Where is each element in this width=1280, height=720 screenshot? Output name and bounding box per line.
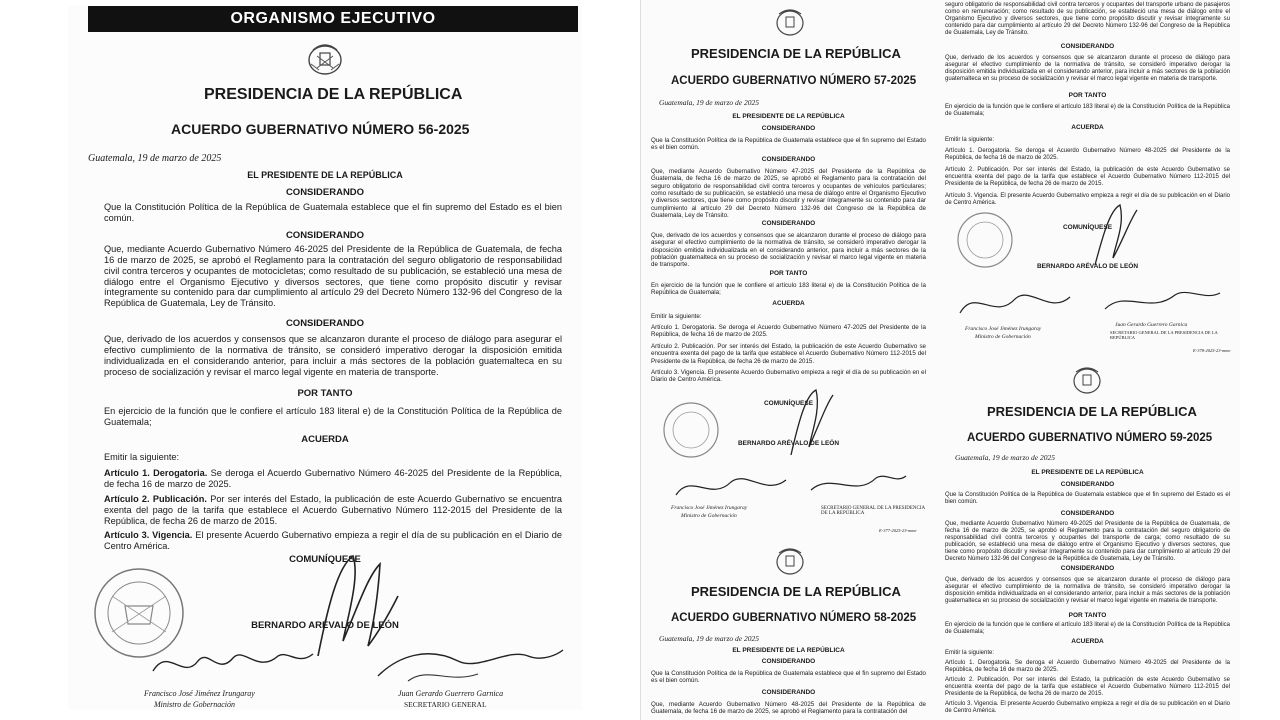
secretary-name: SECRETARIO GENERAL DE LA PRESIDENCIA DE LA REPÚBLICA (821, 506, 925, 516)
considerando-59-3: CONSIDERANDO (1060, 565, 1115, 572)
article-1-text: Se deroga el Acuerdo Gubernativo Número 46-2025 del Presidente de la República, de fecha 16 de marzo de 2025. (104, 468, 563, 489)
comuniquese: COMUNÍQUESE (1062, 224, 1113, 231)
emitir-line: Emitir la siguiente: (651, 313, 702, 320)
paragraph-59-4: En ejercicio de la función que le confiere el artículo 183 literal e) de la Constitución Política de la República de Guatemala; (945, 622, 1230, 636)
date-line: Guatemala, 19 de marzo de 2025 (88, 153, 222, 164)
acuerda: ACUERDA (772, 300, 805, 307)
reference-code: E-378-2025-23-mme (1193, 348, 1231, 353)
article-1: Artículo 1. Derogatoria. Se deroga el Acuerdo Gubernativo Número 48-2025 del Presidente de la República, de fecha 16 de marzo de 2025. (945, 148, 1230, 162)
considerando-3: CONSIDERANDO (285, 318, 365, 329)
emitir-line-59: Emitir la siguiente: (945, 650, 995, 656)
date-line: Guatemala, 19 de marzo de 2025 (659, 98, 759, 107)
paragraph-59-3: Que, derivado de los acuerdos y consensos que se alcanzaron durante el proceso de diálogo para asegurar el efectivo cumplimiento de la normativa de tránsito, se consideró imperativo derogar la disposición emitida individualizada en el considerando anterior, para incluir a más sectores de la población guatemalteca en su proceso de socialización y revisar el marco legal vigente en materia de transporte. (945, 577, 1230, 605)
paragraph-4: En ejercicio de la función que le confiere el artículo 183 literal e) de la Constitución Política de la República de Guatemala; (104, 406, 562, 427)
paragraph-3: Que, derivado de los acuerdos y consensos que se alcanzaron durante el proceso de diálogo para asegurar el efectivo cumplimiento de la normativa de tránsito, se consideró imperativo derogar la disposición emitida individualizada en el considerando anterior, para incluir a más sectores de la población guatemalteca en su proceso de socialización y revisar el marco legal vigente en materia de transporte. (651, 232, 926, 269)
reference-code: E-377-2025-23-mme (879, 528, 917, 533)
considerando-58-2: CONSIDERANDO (761, 689, 816, 696)
presidencia-heading: PRESIDENCIA DE LA REPÚBLICA (204, 86, 463, 103)
president-name: BERNARDO ARÉVALO DE LEÓN (1036, 263, 1139, 270)
article-3: Artículo 3. Vigencia. El presente Acuerdo Gubernativo empieza a regir el día de su publicación en el Diario de Centro América. (651, 369, 926, 384)
secretary-signature-icon (368, 636, 568, 691)
considerando-59-1: CONSIDERANDO (1060, 481, 1115, 488)
document-page-56 (68, 6, 582, 710)
comuniquese: COMUNÍQUESE (289, 554, 361, 565)
minister-title: Ministro de Gobernación (681, 513, 737, 519)
presidencia-heading-58: PRESIDENCIA DE LA REPÚBLICA (691, 584, 901, 599)
article-3-label: Artículo 3. Vigencia. (104, 530, 193, 540)
minister-title: Ministro de Gobernación (975, 334, 1031, 340)
secretary-name: Juan Gerardo Guerrero Garnica (1115, 322, 1188, 328)
considerando-1: CONSIDERANDO (285, 187, 365, 198)
paragraph-4: En ejercicio de la función que le confiere el artículo 183 literal e) de la Constitución Política de la República de Guatemala; (651, 282, 926, 297)
minister-name: Francisco José Jiménez Irungaray (671, 505, 748, 511)
acuerdo-title: ACUERDO GUBERNATIVO NÚMERO 56-2025 (171, 121, 470, 137)
article-2: Artículo 2. Publicación. Por ser interés del Estado, la publicación de este Acuerdo Gubernativo se encuentra exenta del pago de la tarifa que establece el Acuerdo Gubernativo Número 112-2015 del Presidente de la República, de fecha 26 de marzo de 2015. (651, 343, 926, 365)
el-presidente-58: EL PRESIDENTE DE LA REPÚBLICA (732, 647, 845, 654)
article-3-text: El presente Acuerdo Gubernativo empieza a regir el día de su publicación en el Diario de Centro América. (104, 530, 562, 551)
considerando-1: CONSIDERANDO (761, 125, 816, 132)
article-59-3: Artículo 3. Vigencia. El presente Acuerdo Gubernativo empieza a regir el día de su publicación en el Diario de Centro América. (945, 701, 1230, 715)
minister-title: Ministro de Gobernación (154, 700, 236, 709)
acuerdo-59-title: ACUERDO GUBERNATIVO NÚMERO 59-2025 (967, 432, 1213, 444)
coat-of-arms-icon (773, 6, 807, 38)
presidencia-heading-59: PRESIDENCIA DE LA REPÚBLICA (987, 404, 1197, 419)
paragraph-4: En ejercicio de la función que le confiere el artículo 183 literal e) de la Constitución Política de la República de Guatemala; (945, 104, 1230, 118)
paragraph-58-1: Que la Constitución Política de la República de Guatemala establece que el fin supremo del Estado es el bien común. (651, 670, 926, 685)
article-2-label: Artículo 2. Publicación. (104, 494, 207, 504)
el-presidente: EL PRESIDENTE DE LA REPÚBLICA (732, 113, 845, 120)
article-3: Artículo 3. Vigencia. El presente Acuerdo Gubernativo empieza a regir el día de su publicación en el Diario de Centro América. (945, 193, 1230, 207)
secretary-title: SECRETARIO GENERAL DE LA PRESIDENCIA DE LA REPÚBLICA (1110, 330, 1218, 340)
por-tanto: POR TANTO (1068, 92, 1107, 99)
minister-name: Francisco José Jiménez Irungaray (144, 689, 255, 698)
date-line-59: Guatemala, 19 de marzo de 2025 (955, 453, 1055, 462)
acuerda-59: ACUERDA (1071, 638, 1104, 645)
comuniquese: COMUNÍQUESE (763, 400, 814, 407)
secretary-name: Juan Gerardo Guerrero Garnica (398, 689, 504, 698)
ministers-signatures-icon (671, 460, 911, 510)
paragraph-58-2: Que, mediante Acuerdo Gubernativo Número 48-2025 del Presidente de la República de Guatemala, de fecha 16 de marzo de 2025, se aprobó el Reglamento para la contratación del (651, 701, 926, 716)
president-signature-icon (781, 385, 841, 460)
por-tanto: POR TANTO (297, 388, 353, 399)
considerando-58-1: CONSIDERANDO (761, 658, 816, 665)
acuerda: ACUERDA (301, 434, 349, 445)
document-page-57-58 (640, 0, 937, 720)
minister-signature-icon (148, 636, 318, 686)
paragraph-1: Que la Constitución Política de la República de Guatemala establece que el fin supremo del Estado es el bien común. (104, 202, 562, 223)
acuerda: ACUERDA (1071, 124, 1104, 131)
official-stamp-icon (955, 210, 1015, 270)
por-tanto: POR TANTO (769, 270, 808, 277)
considerando-3: CONSIDERANDO (761, 220, 816, 227)
president-signature-icon (1085, 200, 1145, 270)
article-59-1: Artículo 1. Derogatoria. Se deroga el Acuerdo Gubernativo Número 49-2025 del Presidente de la República, de fecha 16 de marzo de 2025. (945, 660, 1230, 674)
paragraph-59-1: Que la Constitución Política de la República de Guatemala establece que el fin supremo del Estado es el bien común. (945, 492, 1230, 506)
article-1: Artículo 1. Derogatoria. Se deroga el Acuerdo Gubernativo Número 47-2025 del Presidente de la República, de fecha 16 de marzo de 2025. (651, 324, 926, 339)
paragraph-2: Que, mediante Acuerdo Gubernativo Número 46-2025 del Presidente de la República de Guatemala, de fecha 16 de marzo de 2025, se aprobó el Reglamento para la contratación del seguro obligatorio de responsabilidad civil contra terceros y ocupantes de motocicletas; como resultado de su publicación, se estableció una mesa de diálogo entre el Organismo Ejecutivo y diversos sectores, que tiene como propósito discutir y revisar íntegramente su contenido para dar cumplimiento al artículo 29 del Decreto Número 132-96 del Congreso de la República de Guatemala, Ley de Tránsito. (104, 244, 562, 309)
acuerdo-58-title: ACUERDO GUBERNATIVO NÚMERO 58-2025 (671, 612, 917, 624)
paragraph-3: Que, derivado de los acuerdos y consensos que se alcanzaron durante el proceso de diálogo para asegurar el efectivo cumplimiento de la normativa de tránsito, se consideró imperativo derogar la disposición emitida individualizada en el considerando anterior, para incluir a más sectores de la población guatemalteca en su proceso de socialización y revisar el marco legal vigente en materia de transporte. (945, 55, 1230, 83)
coat-of-arms-icon (305, 40, 345, 78)
coat-of-arms-icon (773, 545, 807, 577)
date-line-58: Guatemala, 19 de marzo de 2025 (659, 634, 759, 643)
article-2: Artículo 2. Publicación. Por ser interés del Estado, la publicación de este Acuerdo Gubernativo se encuentra exenta del pago de la tarifa que establece el Acuerdo Gubernativo Número 112-2015 del Presidente de la República, de fecha 26 de marzo de 2015. (945, 167, 1230, 188)
paragraph-59-2: Que, mediante Acuerdo Gubernativo Número 49-2025 del Presidente de la República de Guatemala, de fecha 16 de marzo de 2025, se aprobó el Reglamento para la contratación del seguro obligatorio de responsabilidad civil contra terceros y ocupantes del transporte de carga; como resultado de su publicación, se estableció una mesa de diálogo entre el Organismo Ejecutivo y diversos sectores, que tiene como propósito discutir y revisar íntegramente su contenido para dar cumplimiento al artículo 29 del Decreto Número 132-96 del Congreso de la República de Guatemala, Ley de Tránsito. (945, 521, 1230, 563)
secretary-title: SECRETARIO GENERAL (404, 700, 487, 709)
official-stamp-icon (661, 400, 721, 460)
acuerdo-57-title: ACUERDO GUBERNATIVO NÚMERO 57-2025 (671, 75, 917, 87)
presidencia-heading: PRESIDENCIA DE LA REPÚBLICA (691, 46, 901, 61)
article-1 (104, 468, 562, 490)
document-page-58-59 (935, 0, 1240, 720)
considerando-2: CONSIDERANDO (285, 230, 365, 241)
article-2 (104, 494, 562, 527)
emitir-line: Emitir la siguiente: (104, 452, 180, 462)
el-presidente-59: EL PRESIDENTE DE LA REPÚBLICA (1031, 469, 1144, 476)
organismo-banner: ORGANISMO EJECUTIVO (88, 6, 578, 32)
president-name: BERNARDO ARÉVALO DE LEÓN (251, 620, 399, 631)
considerando-59-2: CONSIDERANDO (1060, 510, 1115, 517)
por-tanto-59: POR TANTO (1068, 612, 1107, 619)
considerando: CONSIDERANDO (1060, 43, 1115, 50)
paragraph-2: Que, mediante Acuerdo Gubernativo Número 47-2025 del Presidente de la República de Guatemala, de fecha 16 de marzo de 2025, se aprobó el Reglamento para la contratación del seguro obligatorio de responsabilidad civil contra terceros y ocupantes de vehículos particulares; como resultado de su publicación, se estableció una mesa de diálogo entre el Organismo Ejecutivo y diversos sectores, que tiene como propósito discutir y revisar íntegramente su contenido para dar cumplimiento al artículo 29 del Decreto Número 132-96 del Congreso de la República de Guatemala, Ley de Tránsito. (651, 168, 926, 219)
article-2-text: Por ser interés del Estado, la publicación de este Acuerdo Gubernativo se encuentra exenta del pago de la tarifa que establece el Acuerdo Gubernativo Número 112-2015 del Presidente de la República, de fecha 26 de marzo de 2015. (104, 494, 563, 526)
continued-paragraph: seguro obligatorio de responsabilidad civil contra terceros y ocupantes del transporte urbano de pasajeros como en remuneración; como resultado de su publicación, se estableció una mesa de diálogo entre el Organismo Ejecutivo y diversos sectores, que tiene como propósito discutir y revisar íntegramente su contenido para dar cumplimiento al artículo 29 del Decreto Número 132-96 del Congreso de la República de Guatemala, Ley de Tránsito. (945, 2, 1230, 37)
el-presidente: EL PRESIDENTE DE LA REPÚBLICA (247, 170, 403, 180)
emitir-line: Emitir la siguiente: (945, 137, 995, 143)
president-name: BERNARDO ARÉVALO DE LEÓN (737, 440, 840, 447)
considerando-2: CONSIDERANDO (761, 156, 816, 163)
minister-name: Francisco José Jiménez Irungaray (965, 326, 1042, 332)
paragraph-1: Que la Constitución Política de la República de Guatemala establece que el fin supremo del Estado es el bien común. (651, 137, 926, 152)
paragraph-3: Que, derivado de los acuerdos y consensos que se alcanzaron durante el proceso de diálogo para asegurar el efectivo cumplimiento de la normativa de tránsito, se consideró imperativo derogar la disposición emitida individualizada en el considerando anterior, para incluir a más sectores de la población guatemalteca en su proceso de socialización y revisar el marco legal vigente en materia de transporte. (104, 334, 562, 377)
article-1-label: Artículo 1. Derogatoria. (104, 468, 208, 478)
coat-of-arms-icon (1070, 364, 1104, 396)
article-59-2: Artículo 2. Publicación. Por ser interés del Estado, la publicación de este Acuerdo Gubernativo se encuentra exenta del pago de la tarifa que establece el Acuerdo Gubernativo Número 112-2015 del Presidente de la República, de fecha 26 de marzo de 2015. (945, 677, 1230, 698)
